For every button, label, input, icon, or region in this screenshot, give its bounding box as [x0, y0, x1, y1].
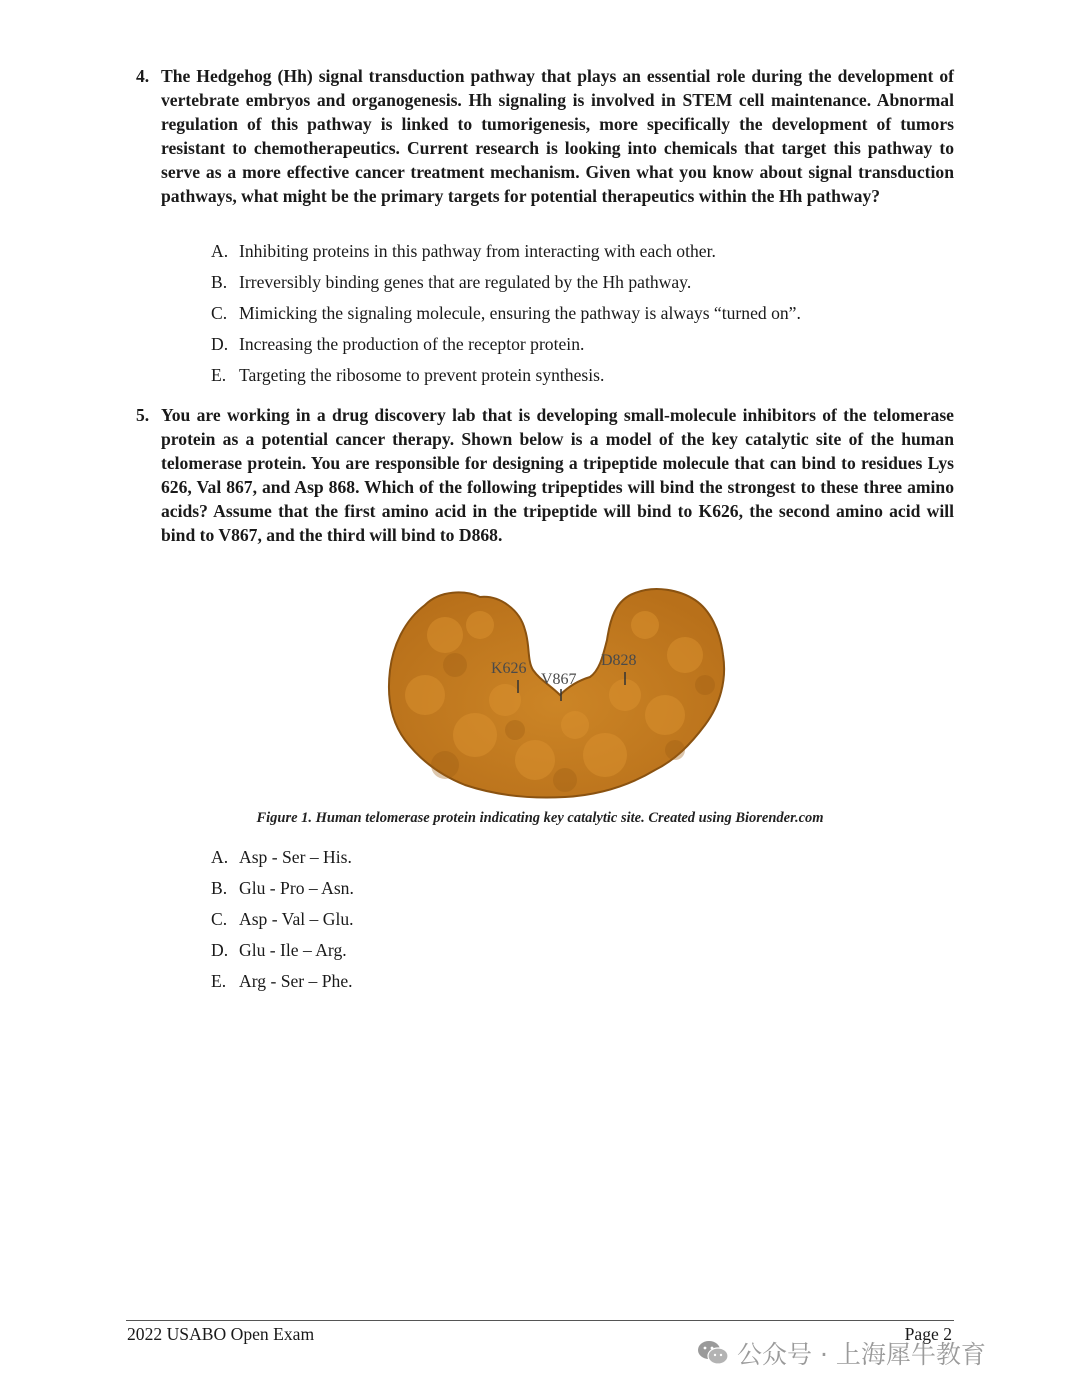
watermark-text: 公众号 · 上海犀牛教育: [737, 1340, 986, 1369]
option-text: Increasing the production of the receptor protein.: [239, 334, 585, 354]
option-text: Asp - Ser – His.: [239, 847, 352, 867]
option-letter: C.: [211, 303, 228, 323]
option-text: Arg - Ser – Phe.: [239, 971, 353, 991]
option-c: [211, 907, 971, 938]
option-e: [211, 363, 971, 394]
option-a: [211, 239, 971, 270]
label-v867: V867: [541, 671, 577, 688]
option-c: [211, 301, 971, 332]
question-text: You are working in a drug discovery lab that is developing small-molecule inhibitors of the telomerase protein as a potential cancer therapy. Shown below is a model of the key catalytic site of the human telomerase protein. You are responsible for designing a tripeptide molecule that can bind to residues Lys 626, Val 867, and Asp 868. Which of the following tripeptides will bind the strongest to these three amino acids? Assume that the first amino acid in the tripeptide will bind to K626, the second amino acid will bind to V867, and the third will bind to D868.: [161, 405, 954, 545]
option-letter: D.: [211, 334, 229, 354]
option-letter: B.: [211, 878, 228, 898]
wechat-icon: [697, 1339, 729, 1367]
option-text: Glu - Pro – Asn.: [239, 878, 354, 898]
option-b: [211, 270, 971, 301]
label-k626: K626: [491, 660, 527, 677]
option-a: [211, 845, 971, 876]
option-d: [211, 332, 971, 363]
option-d: [211, 938, 971, 969]
telomerase-protein-figure: [385, 585, 730, 800]
label-d828: D828: [601, 652, 637, 669]
option-letter: A.: [211, 847, 229, 867]
option-letter: E.: [211, 365, 227, 385]
protein-illustration: [385, 585, 730, 800]
footer-page-number: Page 2: [904, 1324, 952, 1344]
question-text: The Hedgehog (Hh) signal transduction pathway that plays an essential role during the development of vertebrate embryos and organogenesis. Hh signaling is involved in STEM cell maintenance. Abnormal regulation of this pathway is linked to tumorigenesis, more specifically the development of tumors resistant to chemotherapeutics. Current research is looking into chemicals that target this pathway to serve as a more effective cancer treatment mechanism. Given what you know about signal transduction pathways, what might be the primary targets for potential therapeutics within the Hh pathway?: [161, 66, 954, 206]
option-b: [211, 876, 971, 907]
option-letter: B.: [211, 272, 228, 292]
option-text: Mimicking the signaling molecule, ensuring the pathway is always “turned on”.: [239, 303, 801, 323]
option-letter: E.: [211, 971, 227, 991]
option-letter: A.: [211, 241, 229, 261]
figure-caption: [0, 810, 1080, 827]
question-5: [136, 403, 954, 547]
option-e: [211, 969, 971, 1000]
option-text: Glu - Ile – Arg.: [239, 940, 347, 960]
caption-label: Figure 1.: [256, 810, 313, 826]
option-text: Inhibiting proteins in this pathway from interacting with each other.: [239, 241, 716, 261]
footer-divider: [126, 1320, 954, 1321]
question-number: 4.: [136, 66, 150, 86]
caption-text: Human telomerase protein indicating key catalytic site. Created using Biorender.com: [315, 810, 824, 826]
answer-options-q5: [211, 845, 971, 1000]
question-number: 5.: [136, 405, 150, 425]
option-text: Targeting the ribosome to prevent protein synthesis.: [239, 365, 605, 385]
footer-exam-title: 2022 USABO Open Exam: [127, 1324, 315, 1344]
question-4: [136, 64, 954, 208]
answer-options-q4: [211, 239, 971, 394]
option-letter: D.: [211, 940, 229, 960]
option-text: Asp - Val – Glu.: [239, 909, 354, 929]
watermark: [697, 1336, 986, 1370]
option-text: Irreversibly binding genes that are regulated by the Hh pathway.: [239, 272, 692, 292]
option-letter: C.: [211, 909, 228, 929]
